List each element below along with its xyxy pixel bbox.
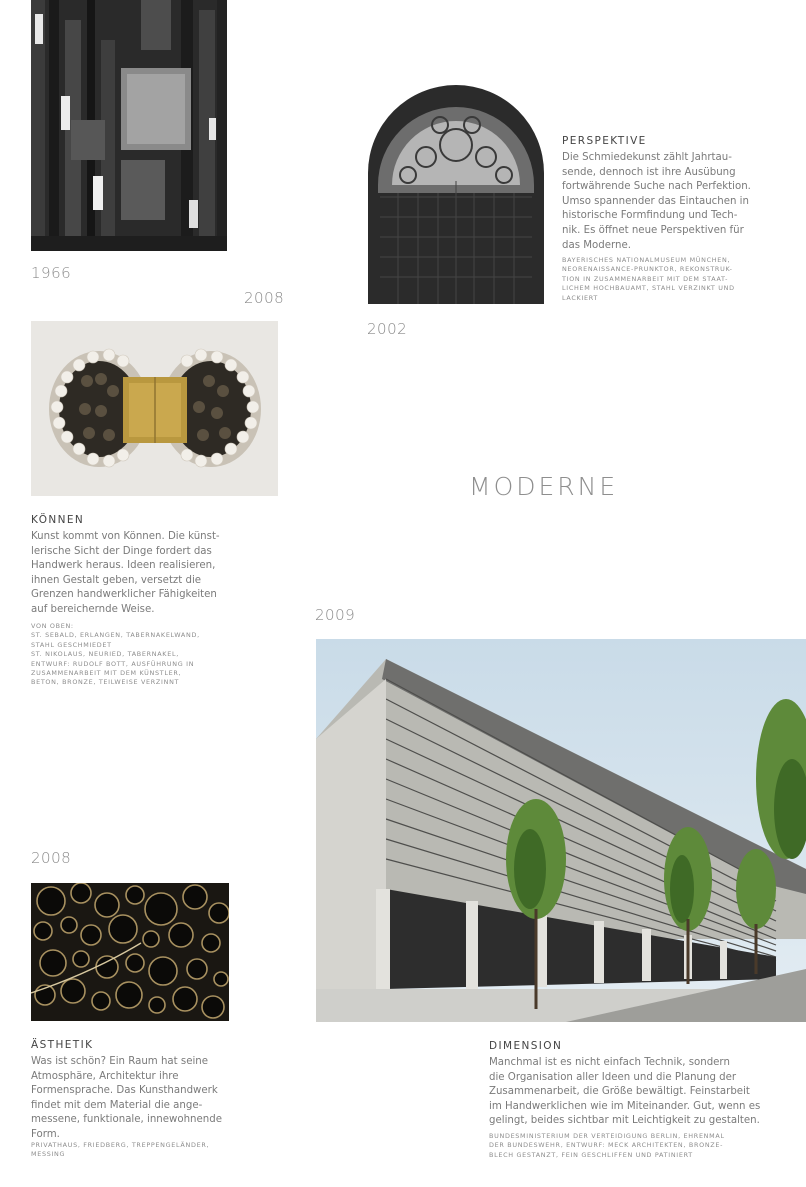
photo-ehrenmal-building-2009 <box>316 639 806 1022</box>
photo-tabernacle-wall-1966 <box>31 0 227 251</box>
section-heading-perspektive: PERSPEKTIVE <box>562 135 647 147</box>
section-body-koennen: Kunst kommt von Können. Die künst- lerische Sicht der Dinge fordert das Handwerk heraus. Ideen realisieren, ihnen Gestalt geben, versetzt die Grenzen handwerklicher Fähigkeiten auf bereichernde Weise. <box>31 531 220 615</box>
year-label-1966: 1966 <box>31 264 72 282</box>
year-label-2008-top: 2008 <box>244 289 285 307</box>
section-caption-koennen: VON OBEN: ST. SEBALD, ERLANGEN, TABERNAKELWAND, STAHL GESCHMIEDET ST. NIKOLAUS, NEURIED, TABERNAKEL, ENTWURF: RUDOLF BOTT, AUSFÜHRUNG IN ZUSAMMENARBEIT MIT DEM KÜNSTLER, BETON, BRONZE, TEILWEISE VERZINNT <box>31 622 200 687</box>
photo-brass-railing-2008 <box>31 883 229 1021</box>
section-heading-koennen: KÖNNEN <box>31 514 85 526</box>
section-caption-aesthetik: PRIVATHAUS, FRIEDBERG, TREPPENGELÄNDER, MESSING <box>31 1141 210 1159</box>
year-label-2009: 2009 <box>315 606 356 624</box>
photo-tabernacle-pearls-2008 <box>31 321 278 496</box>
year-label-2008-bottom: 2008 <box>31 849 72 867</box>
section-body-perspektive: Die Schmiedekunst zählt Jahrtau- sende, dennoch ist ihre Ausübung fortwährende Suche nach Perfektion. Umso spannender das Eintauchen in historische Formfindung und Tech- nik. Es öffnet neue Perspektiven für das Moderne. <box>562 152 751 251</box>
section-heading-aesthetik: ÄSTHETIK <box>31 1039 94 1051</box>
year-label-2002: 2002 <box>367 320 408 338</box>
section-heading-dimension: DIMENSION <box>489 1040 563 1052</box>
section-caption-perspektive: BAYERISCHES NATIONALMUSEUM MÜNCHEN, NEORENAISSANCE-PRUNKTOR, REKONSTRUK- TION IN ZUSAMMENARBEIT MIT DEM STAAT- LICHEM HOCHBAUAMT, STAHL VERZINKT UND LACKIERT <box>562 256 735 302</box>
section-body-aesthetik: Was ist schön? Ein Raum hat seine Atmosphäre, Architektur ihre Formensprache. Das Kunsthandwerk findet mit dem Material die ange- messene, funktionale, innewohnende Form. <box>31 1056 222 1140</box>
photo-wrought-iron-gate-2002 <box>368 85 544 304</box>
section-body-dimension: Manchmal ist es nicht einfach Technik, sondern die Organisation aller Ideen und die Planung der Zusammenarbeit, die Größe bewältigt. Feinstarbeit im Handwerklichen wie im Miteinander. Gut, wenn es gelingt, beides sichtbar mit Leichtigkeit zu gestalten. <box>489 1057 761 1127</box>
page-title: MODERNE <box>469 472 619 501</box>
section-caption-dimension: BUNDESMINISTERIUM DER VERTEIDIGUNG BERLIN, EHRENMAL DER BUNDESWEHR, ENTWURF: MECK ARCHITEKTEN, BRONZE- BLECH GESTANZT, FEIN GESCHLIFFEN UND PATINIERT <box>489 1132 725 1159</box>
